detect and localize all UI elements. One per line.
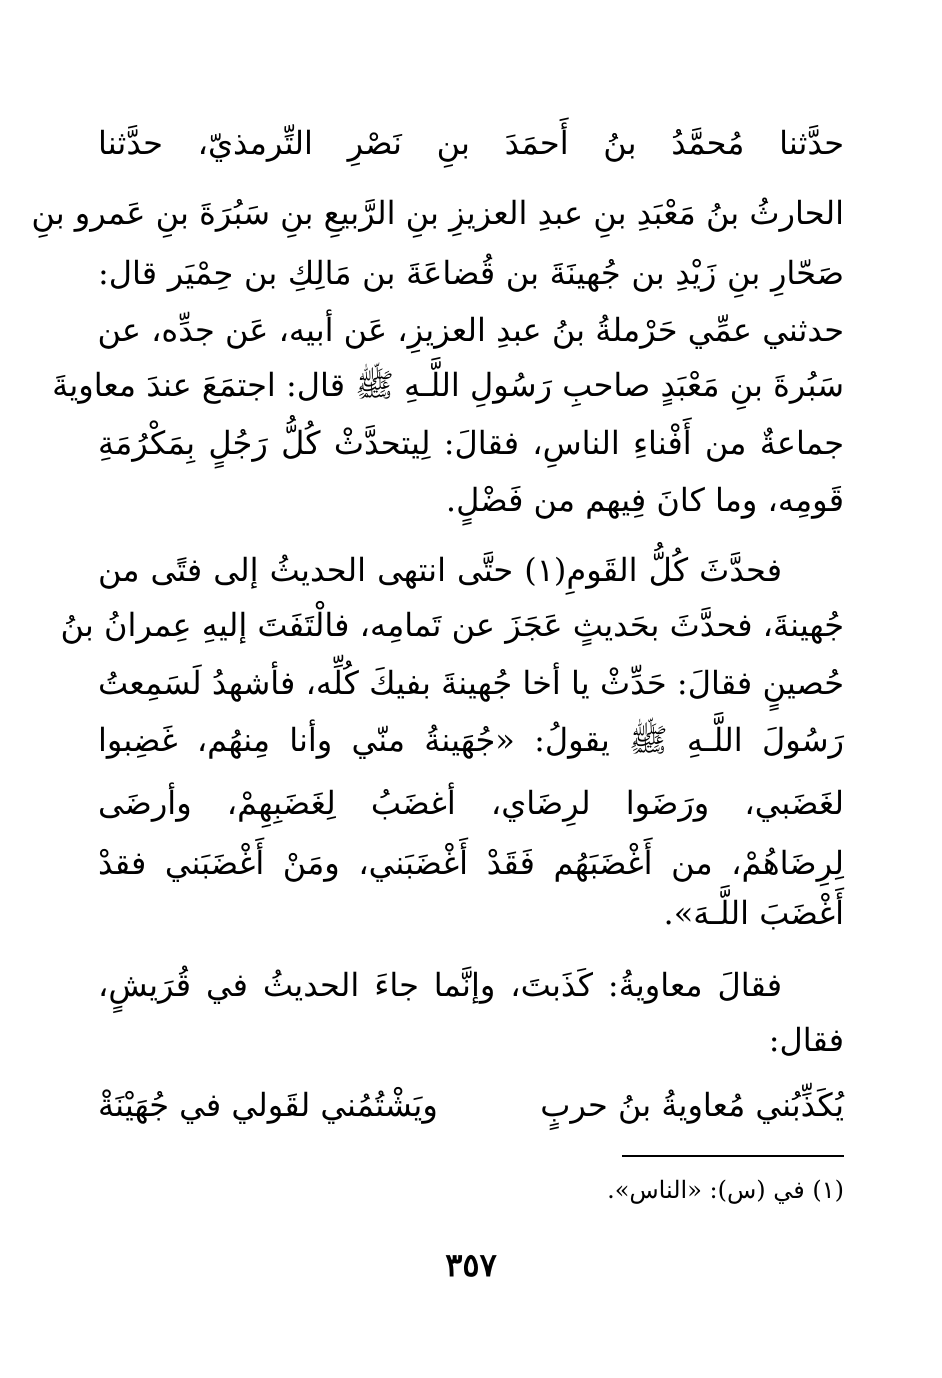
text-line: حدَّثنا مُحمَّدُ بنُ أَحمَدَ بنِ نَصْرِ التِّرمذيّ، حدَّثنا [98, 124, 844, 162]
footnote-separator [622, 1155, 844, 1157]
text-line: أَغْضَبَ اللَّـهَ». [663, 894, 844, 932]
text-line: فقالَ معاويةُ: كَذَبتَ، وإنَّما جاءَ الحديثُ في قُرَيشٍ، [98, 966, 782, 1004]
text-line: لغَضَبي، ورَضَوا لرِضَاي، أغضَبُ لِغَضَبِهِمْ، وأرضَى [98, 784, 844, 822]
text-line: حدثني عمِّي حَرْملةُ بنُ عبدِ العزيزِ، عَن أبيه، عَن جدِّه، عن [97, 311, 844, 349]
text-line: قَومِه، وما كانَ فِيهم من فَضْلٍ. [445, 481, 844, 519]
verse-second-hemistich: ويَشْتُمُني لقَولي في جُهَيْنَةْ [98, 1086, 438, 1124]
page-number: ٣٥٧ [445, 1246, 497, 1284]
text-line: صَحّارِ بنِ زَيْدِ بن جُهينَةَ بن قُضاعَةَ بن مَالِكِ بن حِمْيَر قال: [98, 254, 845, 292]
footnote: (١) في (س): «الناس». [607, 1176, 844, 1204]
text-line: سَبُرةَ بنِ مَعْبَدٍ صاحبِ رَسُولِ اللَّـهِ ﷺ قال: اجتمَعَ عندَ معاويةَ [52, 366, 844, 404]
poetry-verse [98, 1080, 844, 1130]
text-line: حُصينٍ فقالَ: حَدِّثْ يا أخا جُهينةَ بفيكَ كُلِّه، فأشهدُ لَسَمِعتُ [98, 664, 845, 702]
text-line: الحارثُ بنُ مَعْبَدِ بنِ عبدِ العزيزِ بنِ الرَّبيعِ بنِ سَبُرَةَ بنِ عَمرو بنِ [31, 194, 844, 232]
verse-first-hemistich: يُكَذِّبُني مُعاويةُ بنُ حربٍ [540, 1086, 844, 1124]
text-line: جُهينةَ، فحدَّثَ بحَديثٍ عَجَزَ عن تَمامِه، فالْتَفَتَ إليهِ عِمرانُ بنُ [60, 606, 844, 644]
text-line: رَسُولَ اللَّـهِ ﷺ يقولُ: «جُهَينةُ منّي وأنا مِنهُم، غَضِبوا [98, 721, 844, 759]
text-line: فحدَّثَ كُلُّ القَومِ(١) حتَّى انتهى الحديثُ إلى فتًى من [98, 551, 783, 589]
text-line: جماعةٌ من أَفْناءِ الناسِ، فقالَ: لِيتحدَّثْ كُلُّ رَجُلٍ بِمَكْرُمَةِ [98, 424, 844, 462]
text-line: لِرِضَاهُمْ، من أَغْضَبَهُم فَقَدْ أَغْضَبَني، ومَنْ أَغْضَبَني فقدْ [98, 844, 844, 882]
text-line: فقال: [768, 1021, 844, 1059]
